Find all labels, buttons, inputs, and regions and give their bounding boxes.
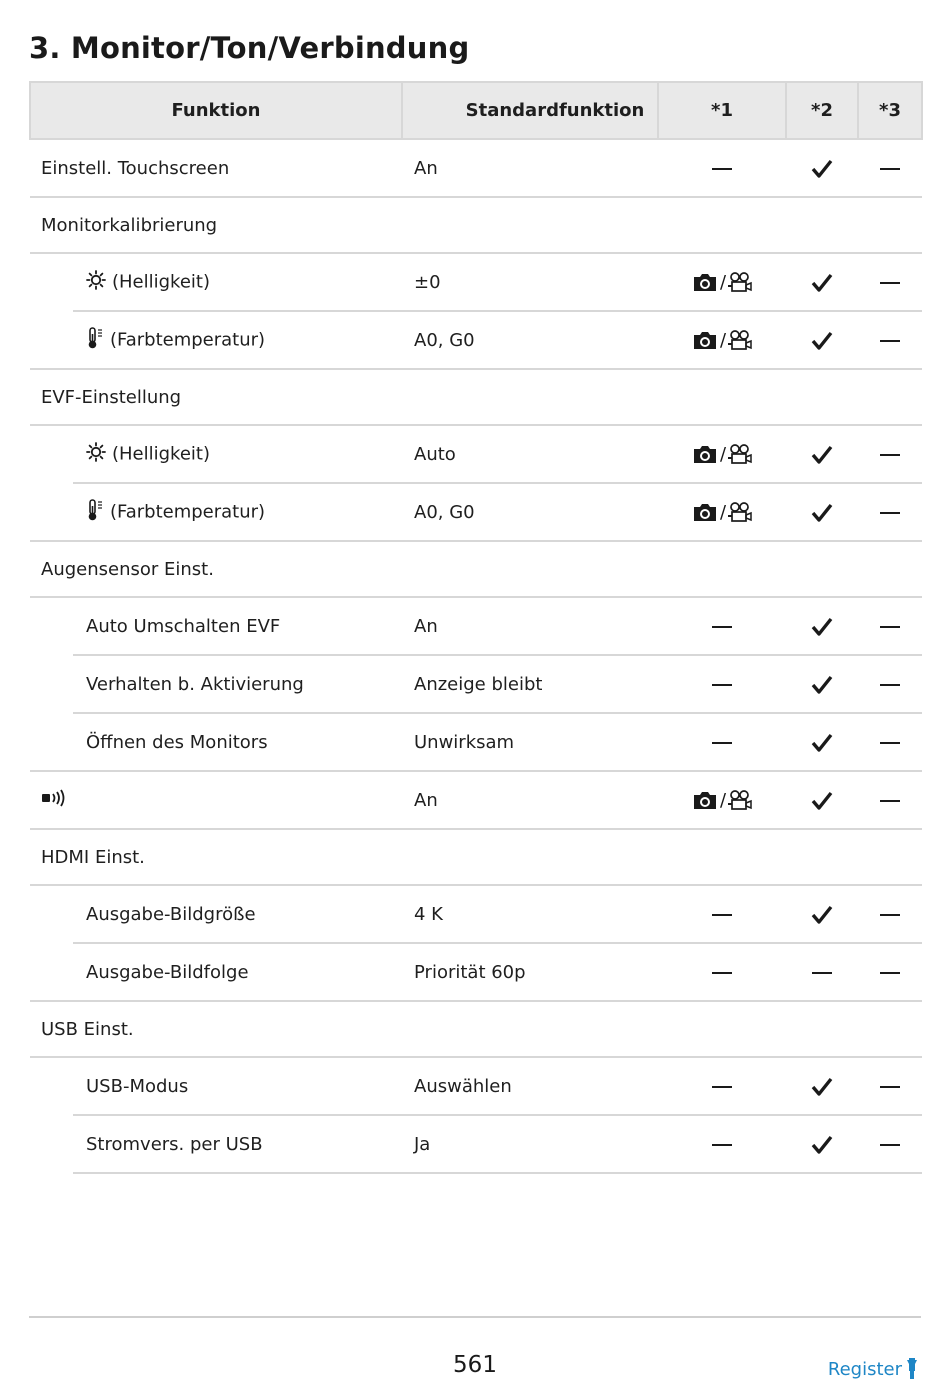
col1-cell bbox=[658, 771, 786, 829]
row-label: USB-Modus bbox=[86, 1075, 189, 1097]
dash-mark bbox=[880, 168, 900, 170]
col2-cell bbox=[786, 885, 858, 943]
col3-cell bbox=[858, 943, 922, 1001]
sub-label-cell bbox=[73, 713, 402, 771]
group-label: Monitorkalibrierung bbox=[30, 197, 922, 253]
dash-mark bbox=[812, 972, 832, 974]
dash-mark bbox=[712, 972, 732, 974]
indent-cell bbox=[30, 885, 73, 943]
default-value: Ja bbox=[402, 1115, 658, 1173]
camera-movie-icons: / bbox=[692, 330, 752, 351]
group-label: Augensensor Einst. bbox=[30, 541, 922, 597]
col2-cell bbox=[786, 139, 858, 197]
row-label: Einstell. Touchscreen bbox=[41, 157, 230, 179]
group-label: HDMI Einst. bbox=[30, 829, 922, 885]
col1-cell bbox=[658, 885, 786, 943]
indent-cell bbox=[30, 1057, 73, 1115]
col2-cell bbox=[786, 597, 858, 655]
check-icon bbox=[811, 273, 833, 293]
movie-icon bbox=[728, 272, 752, 293]
col3-cell bbox=[858, 1057, 922, 1115]
movie-icon bbox=[728, 790, 752, 811]
table-row-verhalten-b-aktivierung bbox=[30, 655, 922, 713]
group-row-hdmi-einst bbox=[30, 829, 922, 885]
default-value: A0, G0 bbox=[402, 483, 658, 541]
indent-cell bbox=[30, 943, 73, 1001]
default-value: Anzeige bleibt bbox=[402, 655, 658, 713]
table-row-auto-umschalten-evf bbox=[30, 597, 922, 655]
table-row-farbtemperatur bbox=[30, 311, 922, 369]
dash-mark bbox=[880, 684, 900, 686]
camera-movie-icons: / bbox=[692, 790, 752, 811]
group-label: EVF-Einstellung bbox=[30, 369, 922, 425]
col3-cell bbox=[858, 713, 922, 771]
col2-cell bbox=[786, 483, 858, 541]
thermometer-icon bbox=[86, 326, 104, 355]
row-label: (Farbtemperatur) bbox=[110, 501, 266, 522]
indent-cell bbox=[30, 713, 73, 771]
dash-mark bbox=[880, 742, 900, 744]
dash-mark bbox=[712, 1086, 732, 1088]
header-col3: *3 bbox=[858, 82, 922, 139]
dash-mark bbox=[880, 454, 900, 456]
page-title: 3. Monitor/Ton/Verbindung bbox=[29, 31, 470, 65]
row-label: Ausgabe-Bildfolge bbox=[86, 961, 249, 983]
sub-label-cell bbox=[73, 1057, 402, 1115]
group-row-monitorkalibrierung bbox=[30, 197, 922, 253]
col3-cell bbox=[858, 483, 922, 541]
indent-cell bbox=[30, 253, 73, 311]
default-value: ±0 bbox=[402, 253, 658, 311]
sun-icon bbox=[86, 270, 106, 295]
bookmark-icon bbox=[906, 1358, 918, 1380]
col1-cell bbox=[658, 253, 786, 311]
header-col1: *1 bbox=[658, 82, 786, 139]
table-row-ffnen-des-monitors bbox=[30, 713, 922, 771]
dash-mark bbox=[712, 626, 732, 628]
col1-cell bbox=[658, 311, 786, 369]
row-label: Stromvers. per USB bbox=[86, 1133, 263, 1155]
dash-mark bbox=[880, 512, 900, 514]
header-col2: *2 bbox=[786, 82, 858, 139]
col2-cell bbox=[786, 253, 858, 311]
check-icon bbox=[811, 445, 833, 465]
dash-mark bbox=[712, 742, 732, 744]
table-row-ausgabe-bildgr-e bbox=[30, 885, 922, 943]
check-icon bbox=[811, 791, 833, 811]
col3-cell bbox=[858, 885, 922, 943]
dash-mark bbox=[880, 1144, 900, 1146]
camera-icon bbox=[692, 330, 718, 351]
label-cell bbox=[30, 771, 402, 829]
col3-cell bbox=[858, 1115, 922, 1173]
default-value: An bbox=[402, 597, 658, 655]
sub-label-cell bbox=[73, 655, 402, 713]
col1-cell bbox=[658, 483, 786, 541]
table-row-helligkeit bbox=[30, 253, 922, 311]
default-value: Auto bbox=[402, 425, 658, 483]
indent-cell bbox=[30, 425, 73, 483]
dash-mark bbox=[880, 1086, 900, 1088]
default-value: An bbox=[402, 139, 658, 197]
default-value: An bbox=[402, 771, 658, 829]
dash-mark bbox=[880, 914, 900, 916]
sub-label-cell bbox=[73, 597, 402, 655]
default-value: A0, G0 bbox=[402, 311, 658, 369]
table-row-usb-modus bbox=[30, 1057, 922, 1115]
row-label: Verhalten b. Aktivierung bbox=[86, 673, 304, 695]
table-row-ausgabe-bildfolge bbox=[30, 943, 922, 1001]
col3-cell bbox=[858, 253, 922, 311]
col2-cell bbox=[786, 1115, 858, 1173]
dash-mark bbox=[880, 800, 900, 802]
col1-cell bbox=[658, 943, 786, 1001]
col3-cell bbox=[858, 311, 922, 369]
col2-cell bbox=[786, 1057, 858, 1115]
movie-icon bbox=[728, 502, 752, 523]
check-icon bbox=[811, 1077, 833, 1097]
col2-cell bbox=[786, 943, 858, 1001]
indent-cell bbox=[30, 483, 73, 541]
dash-mark bbox=[712, 168, 732, 170]
register-link[interactable] bbox=[828, 1358, 918, 1380]
check-icon bbox=[811, 733, 833, 753]
sub-label-cell bbox=[73, 311, 402, 369]
check-icon bbox=[811, 675, 833, 695]
table-row-beep-icon bbox=[30, 771, 922, 829]
page-number: 561 bbox=[453, 1352, 497, 1378]
row-label: (Farbtemperatur) bbox=[110, 329, 266, 350]
sub-label-cell bbox=[73, 425, 402, 483]
col1-cell bbox=[658, 1057, 786, 1115]
sub-label-cell bbox=[73, 943, 402, 1001]
camera-movie-icons: / bbox=[692, 444, 752, 465]
label-cell bbox=[30, 139, 402, 197]
table-body bbox=[30, 139, 922, 1173]
header-funktion: Funktion bbox=[30, 82, 402, 139]
row-label: (Helligkeit) bbox=[112, 271, 210, 292]
footer-divider bbox=[29, 1316, 921, 1318]
dash-mark bbox=[712, 684, 732, 686]
camera-icon bbox=[692, 502, 718, 523]
sub-label-cell bbox=[73, 885, 402, 943]
table-header-row bbox=[30, 82, 922, 139]
camera-movie-icons: / bbox=[692, 502, 752, 523]
col3-cell bbox=[858, 771, 922, 829]
row-label: Öffnen des Monitors bbox=[86, 731, 268, 753]
table-row-einstell-touchscreen bbox=[30, 139, 922, 197]
row-label: Ausgabe-Bildgröße bbox=[86, 903, 256, 925]
group-label: USB Einst. bbox=[30, 1001, 922, 1057]
col2-cell bbox=[786, 425, 858, 483]
col1-cell bbox=[658, 597, 786, 655]
check-icon bbox=[811, 617, 833, 637]
dash-mark bbox=[880, 972, 900, 974]
indent-cell bbox=[30, 1115, 73, 1173]
dash-mark bbox=[880, 340, 900, 342]
col1-cell bbox=[658, 139, 786, 197]
dash-mark bbox=[880, 282, 900, 284]
col2-cell bbox=[786, 771, 858, 829]
row-label: (Helligkeit) bbox=[112, 443, 210, 464]
default-value: Auswählen bbox=[402, 1057, 658, 1115]
indent-cell bbox=[30, 597, 73, 655]
check-icon bbox=[811, 331, 833, 351]
col2-cell bbox=[786, 655, 858, 713]
settings-table bbox=[29, 81, 923, 1174]
default-value: Priorität 60p bbox=[402, 943, 658, 1001]
col3-cell bbox=[858, 425, 922, 483]
table-row-helligkeit bbox=[30, 425, 922, 483]
camera-icon bbox=[692, 790, 718, 811]
group-row-evf-einstellung bbox=[30, 369, 922, 425]
camera-movie-icons: / bbox=[692, 272, 752, 293]
col1-cell bbox=[658, 655, 786, 713]
group-row-augensensor-einst bbox=[30, 541, 922, 597]
col1-cell bbox=[658, 425, 786, 483]
col3-cell bbox=[858, 139, 922, 197]
indent-cell bbox=[30, 655, 73, 713]
camera-icon bbox=[692, 272, 718, 293]
sub-label-cell bbox=[73, 1115, 402, 1173]
col1-cell bbox=[658, 713, 786, 771]
header-standardfunktion: Standardfunktion bbox=[402, 82, 658, 139]
col2-cell bbox=[786, 713, 858, 771]
table-row-stromvers-per-usb bbox=[30, 1115, 922, 1173]
beep-icon bbox=[41, 788, 69, 813]
col3-cell bbox=[858, 597, 922, 655]
check-icon bbox=[811, 159, 833, 179]
camera-icon bbox=[692, 444, 718, 465]
group-row-usb-einst bbox=[30, 1001, 922, 1057]
thermometer-icon bbox=[86, 498, 104, 527]
default-value: 4 K bbox=[402, 885, 658, 943]
dash-mark bbox=[712, 914, 732, 916]
check-icon bbox=[811, 503, 833, 523]
sub-label-cell bbox=[73, 253, 402, 311]
check-icon bbox=[811, 1135, 833, 1155]
indent-cell bbox=[30, 311, 73, 369]
register-label: Register bbox=[827, 1358, 902, 1380]
sun-icon bbox=[86, 442, 106, 467]
table-row-farbtemperatur bbox=[30, 483, 922, 541]
default-value: Unwirksam bbox=[402, 713, 658, 771]
col1-cell bbox=[658, 1115, 786, 1173]
dash-mark bbox=[712, 1144, 732, 1146]
sub-label-cell bbox=[73, 483, 402, 541]
col2-cell bbox=[786, 311, 858, 369]
movie-icon bbox=[728, 330, 752, 351]
dash-mark bbox=[880, 626, 900, 628]
row-label: Auto Umschalten EVF bbox=[86, 615, 281, 637]
check-icon bbox=[811, 905, 833, 925]
movie-icon bbox=[728, 444, 752, 465]
col3-cell bbox=[858, 655, 922, 713]
